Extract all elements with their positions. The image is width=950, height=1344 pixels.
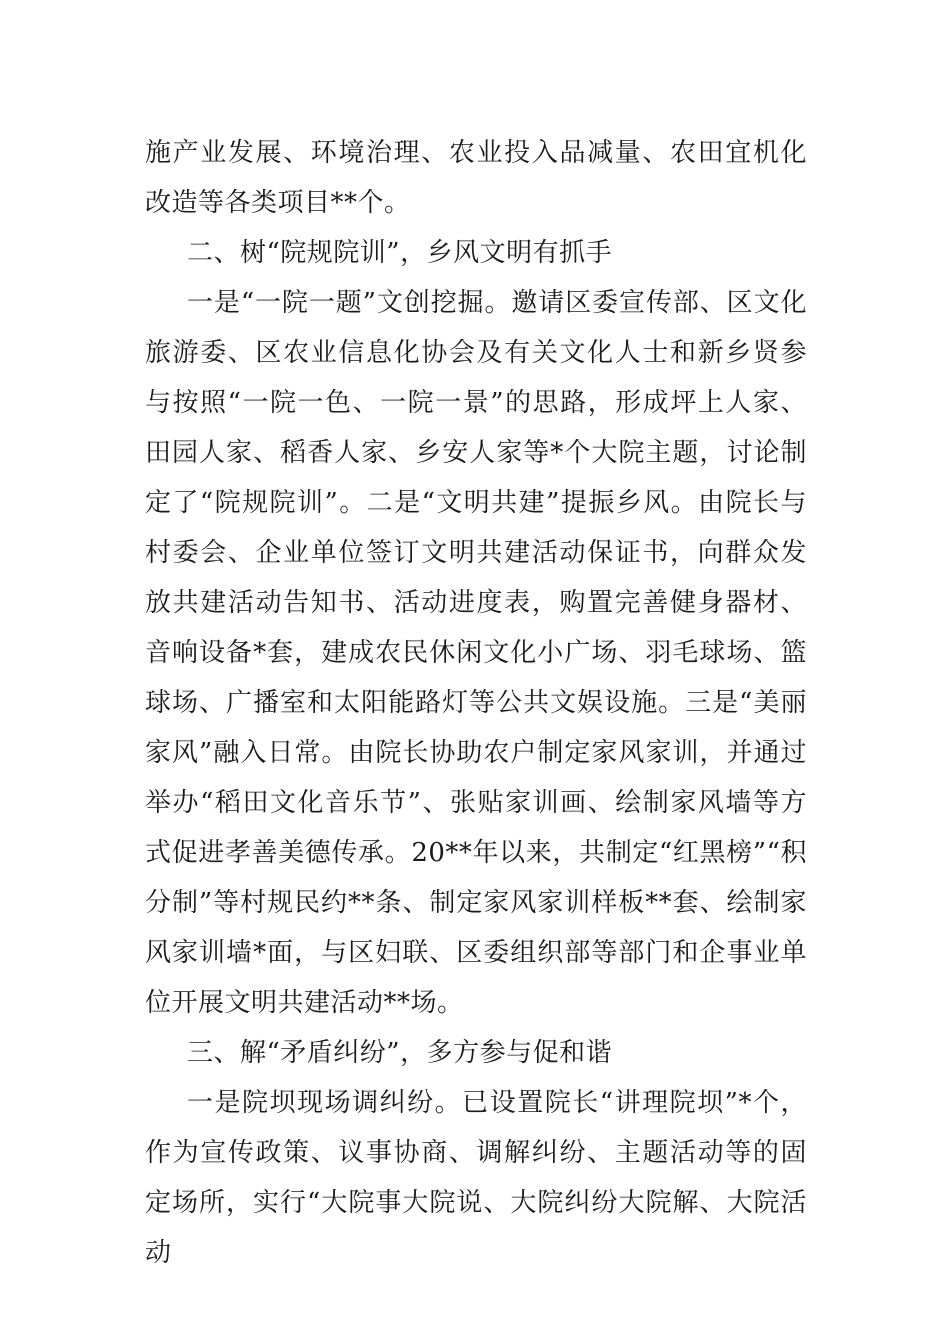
- section-heading-3: 三、解“矛盾纠纷”，多方参与促和谐: [187, 1038, 613, 1068]
- paragraph-section-3: 一是院坝现场调纠纷。已设置院长“讲理院坝”*个，作为宣传政策、议事协商、调解纠纷、主题活动等的固定场所，实行“大院事大院说、大院纠纷大院解、大院活动: [145, 1088, 807, 1268]
- section-heading-2: 二、树“院规院训”，乡风文明有抓手: [187, 238, 613, 268]
- document-body: [145, 128, 807, 1278]
- paragraph-continuation: 施产业发展、环境治理、农业投入品减量、农田宜机化改造等各类项目**个。: [145, 138, 807, 218]
- paragraph-section-2: 一是“一院一题”文创挖掘。邀请区委宣传部、区文化旅游委、区农业信息化协会及有关文化人士和新乡贤参与按照“一院一色、一院一景”的思路，形成坪上人家、田园人家、稻香人家、乡安人家等*个大院主题，讨论制定了“院规院训”。二是“文明共建”提振乡风。由院长与村委会、企业单位签订文明共建活动保证书，向群众发放共建活动告知书、活动进度表，购置完善健身器材、音响设备*套，建成农民休闲文化小广场、羽毛球场、篮球场、广播室和太阳能路灯等公共文娱设施。三是“美丽家风”融入日常。由院长协助农户制定家风家训，并通过举办“稻田文化音乐节”、张贴家训画、绘制家风墙等方式促进孝善美德传承。20**年以来，共制定“红黑榜”“积分制”等村规民约**条、制定家风家训样板**套、绘制家风家训墙*面，与区妇联、区委组织部等部门和企事业单位开展文明共建活动**场。: [145, 288, 807, 1018]
